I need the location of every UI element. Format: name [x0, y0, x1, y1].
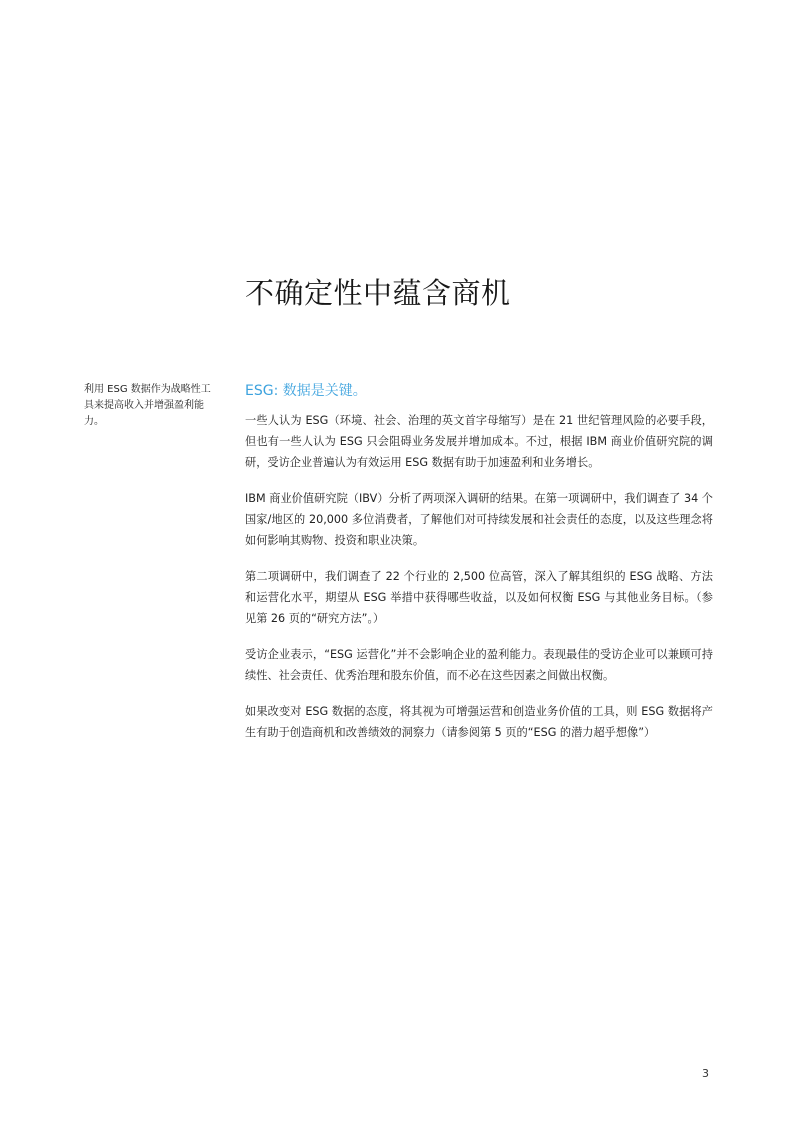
page-title: 不确定性中蕴含商机: [245, 276, 511, 310]
section-heading: ESG: 数据是关键。: [245, 383, 367, 399]
paragraph-esg-data-insights: 如果改变对 ESG 数据的态度，将其视为可增强运营和创造业务价值的工具，则 ESG 数据将产生有助于创造商机和改善绩效的洞察力（请参阅第 5 页的“ESG 的潜力超乎想像”）: [245, 705, 713, 739]
paragraph-executive-study: 第二项调研中，我们调查了 22 个行业的 2,500 位高管，深入了解其组织的 ESG 战略、方法和运营化水平，期望从 ESG 举措中获得哪些收益，以及如何权衡 ESG 与其他业务目标。（参见第 26 页的“研究方法”。）: [245, 570, 713, 625]
paragraph-ibv-consumer-study: IBM 商业价值研究院（IBV）分析了两项深入调研的结果。在第一项调研中，我们调查了 34 个国家/地区的 20,000 多位消费者，了解他们对可持续发展和社会责任的态度，以及这些理念将如何影响其购物、投资和职业决策。: [245, 492, 713, 547]
paragraph-esg-operationalization: 受访企业表示，“ESG 运营化”并不会影响企业的盈利能力。表现最佳的受访企业可以兼顾可持续性、社会责任、优秀治理和股东价值，而不必在这些因素之间做出权衡。: [245, 648, 713, 682]
page-number: 3: [702, 1067, 709, 1080]
paragraph-esg-views: 一些人认为 ESG（环境、社会、治理的英文首字母缩写）是在 21 世纪管理风险的必要手段，但也有一些人认为 ESG 只会阻碍业务发展并增加成本。不过，根据 IBM 商业价值研究院的调研，受访企业普遍认为有效运用 ESG 数据有助于加速盈利和业务增长。: [245, 414, 713, 469]
sidebar-callout: 利用 ESG 数据作为战略性工具来提高收入并增强盈利能力。: [84, 384, 211, 427]
main-content: [245, 380, 713, 758]
